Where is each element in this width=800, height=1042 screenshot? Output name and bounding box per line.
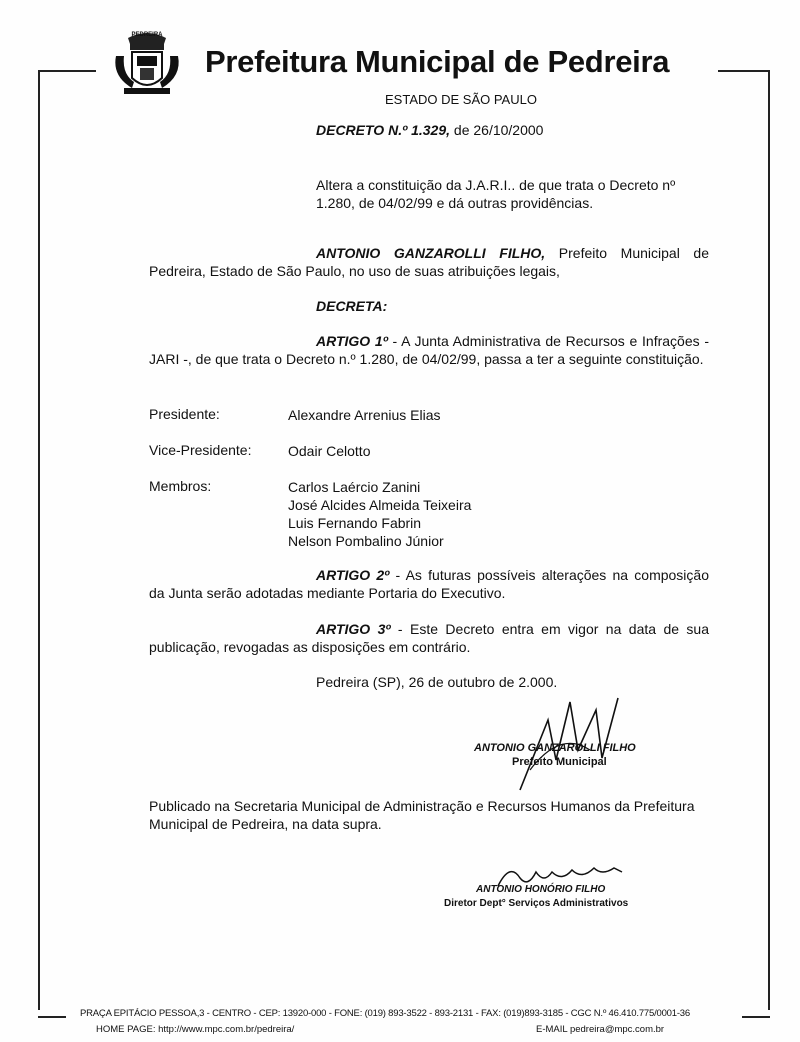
svg-text:PEDREIRA: PEDREIRA — [131, 32, 163, 38]
mayor-signature-name: ANTONIO GANZAROLLI FILHO — [474, 742, 636, 754]
preamble-text: Prefeito Municipal de Pedreira, Estado de São Paulo, no uso de suas atribuições legais, — [149, 245, 709, 279]
members-label: Membros: — [149, 478, 212, 494]
article-1-label: ARTIGO 1º — [316, 333, 388, 349]
decree-number: DECRETO N.º 1.329, — [316, 122, 451, 138]
article-2-label: ARTIGO 2º — [316, 567, 390, 583]
mayor-signature-role: Prefeito Municipal — [512, 756, 607, 768]
publication-note: Publicado na Secretaria Municipal de Administração e Recursos Humanos da Prefeitura Municipal de Pedreira, na data supra. — [149, 798, 695, 832]
member-name: Carlos Laércio Zanini — [288, 479, 421, 495]
member-name: Luis Fernando Fabrin — [288, 515, 422, 531]
member-name: José Alcides Almeida Teixeira — [288, 497, 472, 513]
article-2-text: - As futuras possíveis alterações na composição da Junta serão adotadas mediante Portaria do Executivo. — [149, 567, 709, 601]
article-3-text: - Este Decreto entra em vigor na data de sua publicação, revogadas as disposições em contrário. — [149, 621, 710, 655]
frame-line — [38, 70, 40, 1010]
article-1 — [149, 332, 709, 368]
decree-summary: Altera a constituição da J.A.R.I.. de que trata o Decreto nº 1.280, de 04/02/99 e dá outras providências. — [316, 177, 676, 211]
preamble-paragraph — [149, 244, 709, 280]
member-name: Nelson Pombalino Júnior — [288, 533, 444, 549]
director-signature-name: ANTONIO HONÓRIO FILHO — [476, 884, 606, 895]
place-and-date: Pedreira (SP), 26 de outubro de 2.000. — [316, 674, 558, 690]
footer-homepage: HOME PAGE: http://www.mpc.com.br/pedreira/ — [96, 1024, 295, 1035]
article-1-text: - A Junta Administrativa de Recursos e Infrações - JARI -, de que trata o Decreto n.º 1.280, de 04/02/99, passa a ter a seguinte constituição. — [149, 333, 709, 367]
footer-address: PRAÇA EPITÁCIO PESSOA,3 - CENTRO - CEP: 13920-000 - FONE: (019) 893-3522 - 893-2131 - FAX: (019)893-3185 - CGC N.º 46.410.775/0001-36 — [80, 1008, 690, 1019]
director-signature-role: Diretor Dept° Serviços Administrativos — [444, 898, 629, 909]
president-label: Presidente: — [149, 406, 220, 422]
president-name: Alexandre Arrenius Elias — [288, 407, 441, 423]
frame-line — [768, 70, 770, 1010]
decree-heading — [316, 122, 543, 138]
page-title: Prefeitura Municipal de Pedreira — [205, 44, 670, 79]
vice-president-label: Vice-Presidente: — [149, 442, 252, 458]
frame-line — [38, 1016, 66, 1018]
decreta-heading: DECRETA: — [316, 298, 388, 314]
municipal-crest-icon — [110, 26, 184, 98]
article-3-label: ARTIGO 3º — [316, 621, 391, 637]
article-3 — [149, 620, 709, 656]
frame-line — [742, 1016, 770, 1018]
state-subtitle: ESTADO DE SÃO PAULO — [385, 92, 537, 107]
vice-president-name: Odair Celotto — [288, 443, 371, 459]
article-2 — [149, 566, 709, 602]
footer-email: E-MAIL pedreira@mpc.com.br — [536, 1024, 665, 1035]
frame-line — [38, 70, 96, 72]
decree-date: de 26/10/2000 — [450, 122, 544, 138]
frame-line — [718, 70, 770, 72]
mayor-name: ANTONIO GANZAROLLI FILHO, — [316, 245, 546, 261]
